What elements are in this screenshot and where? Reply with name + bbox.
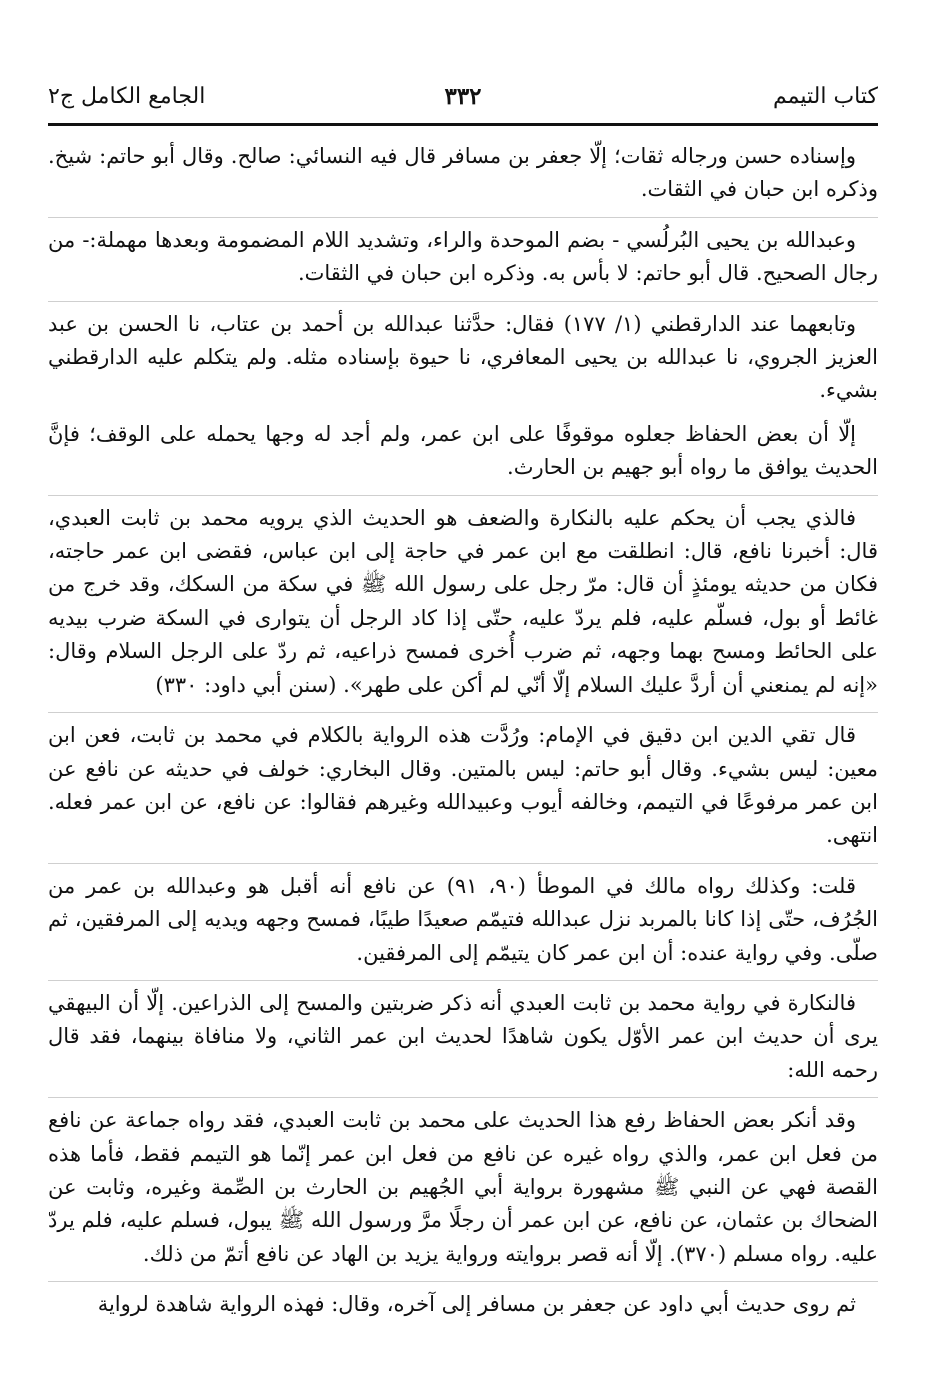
paragraph: ثم روى حديث أبي داود عن جعفر بن مسافر إلى آخره، وقال: فهذه الرواية شاهدة لرواية xyxy=(48,1281,878,1321)
page-body xyxy=(48,140,878,1332)
paragraph: وتابعهما عند الدارقطني (١/ ١٧٧) فقال: حدَّثنا عبدالله بن أحمد بن عتاب، نا الحسن بن عبد العزيز الجروي، نا عبدالله بن يحيى المعافري، نا حيوة بإسناده مثله. ولم يتكلم عليه الدارقطني بشيء. xyxy=(48,301,878,408)
paragraph: وعبدالله بن يحيى البُرلُسي - بضم الموحدة والراء، وتشديد اللام المضمومة وبعدها مهملة:- من رجال الصحيح. قال أبو حاتم: لا بأس به. وذكره ابن حبان في الثقات. xyxy=(48,217,878,291)
page-header xyxy=(48,76,878,118)
paragraph: فالذي يجب أن يحكم عليه بالنكارة والضعف هو الحديث الذي يرويه محمد بن ثابت العبدي، قال: أخبرنا نافع، قال: انطلقت مع ابن عمر في حاجة إلى ابن عباس، فقضى ابن عمر حاجته، فكان من حديثه يومئذٍ أن قال: مرّ رجل على رسول الله ﷺ في سكة من السكك، وقد خرج من غائط أو بول، فسلّم عليه، فلم يردّ عليه، حتّى إذا كاد الرجل أن يتوارى في السكة ضرب بيديه على الحائط ومسح بهما وجهه، ثم ضرب أُخرى فمسح ذراعيه، ثم ردّ على الرجل السلام وقال: «إنه لم يمنعني أن أردَّ عليك السلام إلّا أنّي لم أكن على طهر». (سنن أبي داود: ٣٣٠) xyxy=(48,495,878,702)
book-title: كتاب التيمم xyxy=(773,84,878,109)
paragraph: وقد أنكر بعض الحفاظ رفع هذا الحديث على محمد بن ثابت العبدي، فقد رواه جماعة عن نافع من فعل ابن عمر، والذي رواه غيره عن نافع من فعل ابن عمر إنّما هو التيمم فقط، فأما هذه القصة فهي عن النبي ﷺ مشهورة برواية أبي الجُهيم بن الحارث بن الصِّمة وغيره، وثابت عن الضحاك بن عثمان، عن نافع، عن ابن عمر أن رجلًا مرَّ ورسول الله ﷺ يبول، فسلم عليه، فلم يردّ عليه. رواه مسلم (٣٧٠). إلّا أنه قصر بروايته ورواية يزيد بن الهاد عن نافع أتمّ من ذلك. xyxy=(48,1097,878,1271)
running-title: الجامع الكامل ج٢ xyxy=(48,84,206,109)
paragraph: إلّا أن بعض الحفاظ جعلوه موقوفًا على ابن عمر، ولم أجد له وجها يحمله على الوقف؛ فإنَّ الحديث يوافق ما رواه أبو جهيم بن الحارث. xyxy=(48,421,878,480)
paragraph: وإسناده حسن ورجاله ثقات؛ إلّا جعفر بن مسافر قال فيه النسائي: صالح. وقال أبو حاتم: شيخ. وذكره ابن حبان في الثقات. xyxy=(48,144,878,202)
page-number: ٣٣٢ xyxy=(444,83,482,110)
paragraph: قلت: وكذلك رواه مالك في الموطأ (٩٠، ٩١) عن نافع أنه أقبل هو وعبدالله بن عمر من الجُرُف، حتّى إذا كانا بالمربد نزل عبدالله فتيمّم صعيدًا طيبًا، فمسح وجهه ويديه إلى المرفقين، ثم صلّى. وفي رواية عنده: أن ابن عمر كان يتيمّم إلى المرفقين. xyxy=(48,863,878,970)
paragraph: قال تقي الدين ابن دقيق في الإمام: ورُدَّت هذه الرواية بالكلام في محمد بن ثابت، فعن ابن معين: ليس بشيء. وقال أبو حاتم: ليس بالمتين. وقال البخاري: خولف في حديثه عن نافع عن ابن عمر مرفوعًا في التيمم، وخالفه أيوب وعبيدالله وغيرهم فقالوا: عن نافع، عن ابن عمر فعله. انتهى. xyxy=(48,712,878,853)
header-divider xyxy=(48,123,878,126)
paragraph: فالنكارة في رواية محمد بن ثابت العبدي أنه ذكر ضربتين والمسح إلى الذراعين. إلّا أن البيهقي يرى أن حديث ابن عمر الأوّل يكون شاهدًا لحديث ابن عمر الثاني، ولا منافاة بينهما، فقد قال رحمه الله: xyxy=(48,980,878,1087)
